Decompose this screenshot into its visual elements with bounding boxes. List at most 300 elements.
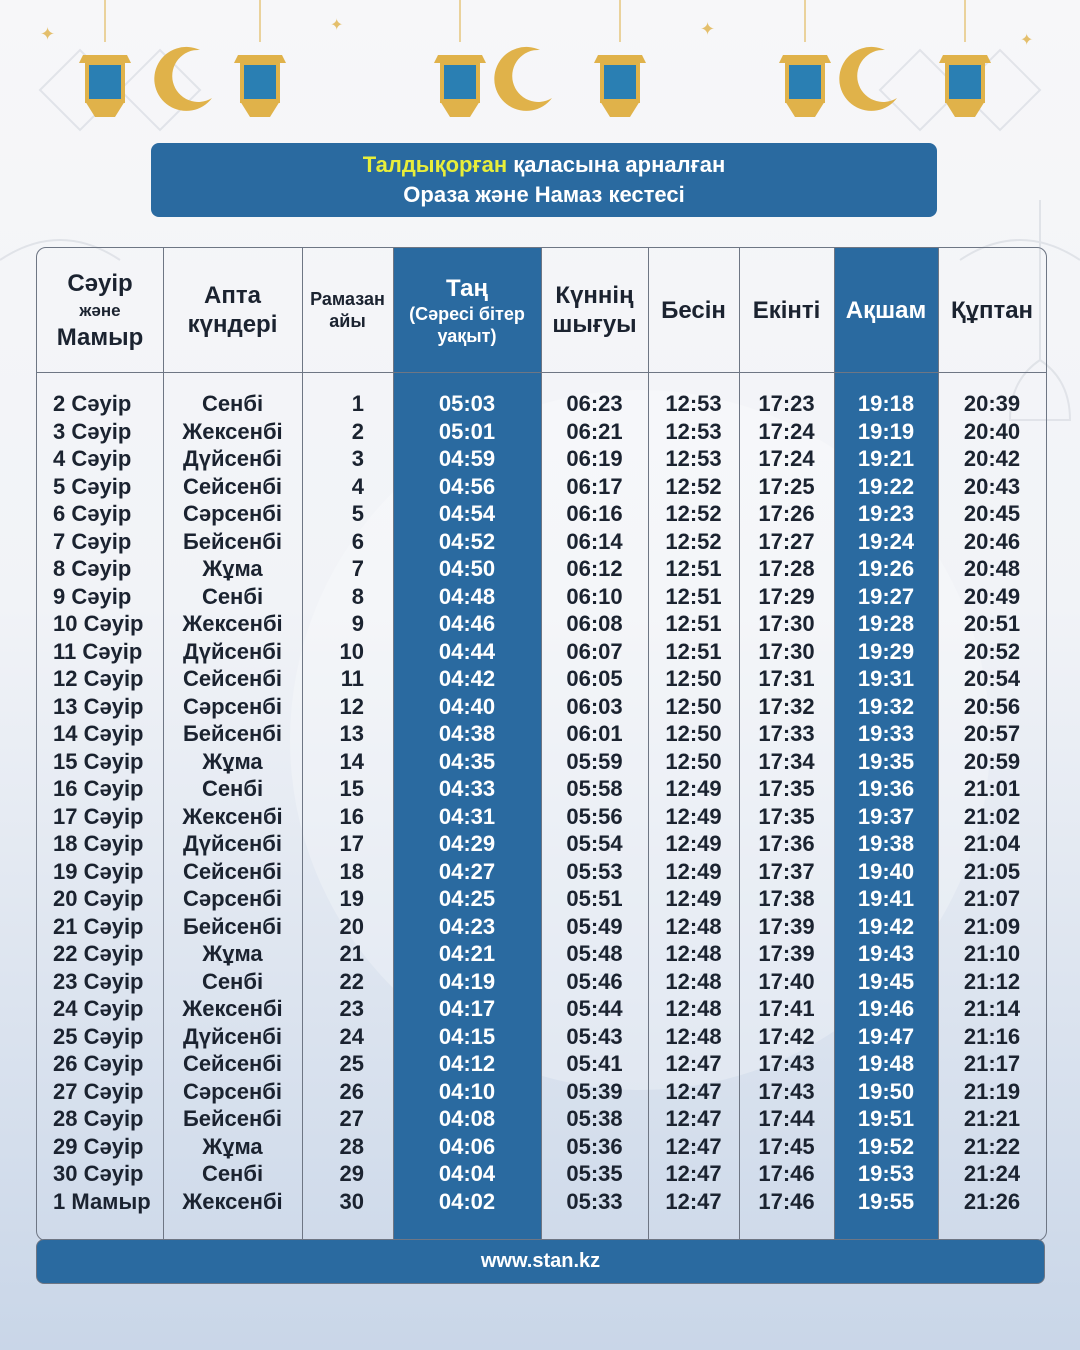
quptan-time-cell: 20:49 <box>963 583 1021 609</box>
ramadan-day-cell: 26 <box>339 1078 364 1104</box>
quptan-time-cell: 21:14 <box>963 996 1021 1021</box>
table-row <box>37 390 1046 418</box>
date-cell: 8 Сәуір <box>53 556 132 581</box>
aqsham-time-cell: 19:32 <box>857 693 915 719</box>
header-quptan: Құптан <box>950 296 1034 324</box>
aqsham-time-cell: 19:19 <box>857 418 915 444</box>
ekinti-time-cell: 17:39 <box>758 913 815 939</box>
sunrise-time-cell: 06:17 <box>566 473 623 499</box>
table-row <box>37 1105 1046 1133</box>
weekday-cell: Сәрсенбі <box>182 1078 283 1104</box>
besin-time-cell: 12:51 <box>665 583 722 609</box>
ekinti-time-cell: 17:39 <box>758 941 815 966</box>
ramadan-ornaments <box>0 0 1080 140</box>
quptan-time-cell: 21:07 <box>963 886 1021 911</box>
prayer-times-table <box>36 247 1047 1241</box>
header-besin: Бесін <box>661 296 726 324</box>
besin-time-cell: 12:51 <box>665 638 722 664</box>
quptan-time-cell: 20:46 <box>963 528 1021 554</box>
tan-time-cell: 04:15 <box>438 1023 496 1049</box>
date-cell: 26 Сәуір <box>53 1051 144 1076</box>
sunrise-time-cell: 06:10 <box>566 583 623 609</box>
quptan-time-cell: 21:04 <box>963 831 1021 856</box>
aqsham-time-cell: 19:52 <box>857 1133 915 1159</box>
quptan-time-cell: 20:40 <box>963 418 1021 444</box>
tan-time-cell: 04:29 <box>438 831 496 856</box>
table-row <box>37 638 1046 666</box>
ekinti-time-cell: 17:35 <box>758 776 815 801</box>
table-row <box>37 610 1046 638</box>
ramadan-day-cell: 15 <box>339 776 364 801</box>
aqsham-time-cell: 19:53 <box>857 1161 915 1186</box>
besin-time-cell: 12:47 <box>665 1188 722 1214</box>
table-row <box>37 473 1046 501</box>
tan-time-cell: 04:25 <box>438 886 496 911</box>
besin-time-cell: 12:50 <box>665 666 722 691</box>
date-cell: 28 Сәуір <box>53 1106 144 1131</box>
besin-time-cell: 12:47 <box>665 1078 722 1104</box>
weekday-cell: Жексенбі <box>182 996 283 1021</box>
tan-time-cell: 04:23 <box>438 913 496 939</box>
ramadan-day-cell: 1 <box>351 391 364 416</box>
weekday-cell: Жұма <box>202 556 263 581</box>
sunrise-time-cell: 05:51 <box>566 886 623 911</box>
schedule-title <box>151 143 937 217</box>
ekinti-time-cell: 17:29 <box>758 583 815 609</box>
tan-time-cell: 04:33 <box>438 776 496 801</box>
sunrise-time-cell: 06:12 <box>566 556 623 581</box>
sunrise-time-cell: 06:07 <box>566 638 623 664</box>
besin-time-cell: 12:49 <box>665 831 722 856</box>
aqsham-time-cell: 19:36 <box>857 776 915 801</box>
ramadan-day-cell: 18 <box>339 858 364 884</box>
header-divider <box>37 372 1046 373</box>
aqsham-time-cell: 19:27 <box>857 583 915 609</box>
ekinti-time-cell: 17:24 <box>758 446 815 471</box>
besin-time-cell: 12:49 <box>665 886 722 911</box>
ekinti-time-cell: 17:23 <box>758 391 815 416</box>
table-row <box>37 1023 1046 1051</box>
sunrise-time-cell: 05:46 <box>566 968 623 994</box>
besin-time-cell: 12:47 <box>665 1051 722 1076</box>
besin-time-cell: 12:50 <box>665 748 722 774</box>
ramadan-day-cell: 10 <box>339 638 364 664</box>
sunrise-time-cell: 05:49 <box>566 913 623 939</box>
weekday-cell: Сенбі <box>201 391 264 416</box>
aqsham-time-cell: 19:35 <box>857 748 915 774</box>
tan-time-cell: 04:10 <box>438 1078 496 1104</box>
besin-time-cell: 12:47 <box>665 1161 722 1186</box>
tan-time-cell: 04:35 <box>438 748 496 774</box>
table-row <box>37 1133 1046 1161</box>
ramadan-day-cell: 6 <box>351 528 364 554</box>
date-cell: 14 Сәуір <box>53 721 144 746</box>
besin-time-cell: 12:48 <box>665 968 722 994</box>
ramadan-day-cell: 9 <box>351 611 364 636</box>
tan-time-cell: 04:52 <box>438 528 496 554</box>
sunrise-time-cell: 05:53 <box>566 858 623 884</box>
quptan-time-cell: 20:52 <box>963 638 1021 664</box>
sunrise-time-cell: 05:39 <box>566 1078 623 1104</box>
quptan-time-cell: 21:21 <box>963 1106 1021 1131</box>
table-row <box>37 528 1046 556</box>
date-cell: 12 Сәуір <box>53 666 144 691</box>
besin-time-cell: 12:50 <box>665 721 722 746</box>
ekinti-time-cell: 17:41 <box>758 996 815 1021</box>
date-cell: 15 Сәуір <box>53 748 144 774</box>
ekinti-time-cell: 17:32 <box>758 693 815 719</box>
sunrise-time-cell: 05:54 <box>566 831 623 856</box>
header-month: Сәуір және Мамыр <box>56 269 144 351</box>
quptan-time-cell: 21:05 <box>963 858 1021 884</box>
svg-text:✦: ✦ <box>1020 30 1034 49</box>
weekday-cell: Жексенбі <box>182 803 283 829</box>
table-row <box>37 418 1046 446</box>
sunrise-time-cell: 06:01 <box>566 721 623 746</box>
besin-time-cell: 12:48 <box>665 913 722 939</box>
date-cell: 5 Сәуір <box>53 473 132 499</box>
ramadan-day-cell: 19 <box>339 886 364 911</box>
ramadan-day-cell: 24 <box>339 1023 364 1049</box>
date-cell: 19 Сәуір <box>53 858 144 884</box>
weekday-cell: Дүйсенбі <box>183 446 282 471</box>
quptan-time-cell: 21:26 <box>963 1188 1021 1214</box>
sunrise-time-cell: 06:23 <box>566 391 623 416</box>
quptan-time-cell: 20:48 <box>963 556 1021 581</box>
date-cell: 30 Сәуір <box>53 1161 144 1186</box>
table-row <box>37 775 1046 803</box>
ekinti-time-cell: 17:40 <box>758 968 815 994</box>
weekday-cell: Бейсенбі <box>182 913 283 939</box>
weekday-cell: Сенбі <box>201 583 264 609</box>
aqsham-time-cell: 19:33 <box>857 721 915 746</box>
ramadan-day-cell: 14 <box>339 748 364 774</box>
sunrise-time-cell: 05:41 <box>566 1051 623 1076</box>
ramadan-day-cell: 23 <box>339 996 364 1021</box>
besin-time-cell: 12:50 <box>665 693 722 719</box>
aqsham-time-cell: 19:37 <box>857 803 915 829</box>
besin-time-cell: 12:51 <box>665 611 722 636</box>
date-cell: 9 Сәуір <box>53 583 132 609</box>
quptan-time-cell: 20:51 <box>963 611 1021 636</box>
date-cell: 1 Мамыр <box>53 1188 151 1214</box>
weekday-cell: Сенбі <box>201 968 264 994</box>
weekday-cell: Бейсенбі <box>182 528 283 554</box>
aqsham-time-cell: 19:45 <box>857 968 915 994</box>
weekday-cell: Сейсенбі <box>182 1051 283 1076</box>
sunrise-time-cell: 05:36 <box>566 1133 623 1159</box>
sunrise-time-cell: 05:44 <box>566 996 623 1021</box>
date-cell: 13 Сәуір <box>53 693 144 719</box>
ramadan-day-cell: 13 <box>339 721 364 746</box>
date-cell: 23 Сәуір <box>53 968 144 994</box>
aqsham-time-cell: 19:43 <box>857 941 915 966</box>
tan-time-cell: 04:04 <box>438 1161 496 1186</box>
quptan-time-cell: 21:17 <box>963 1051 1021 1076</box>
date-cell: 17 Сәуір <box>53 803 144 829</box>
ekinti-time-cell: 17:42 <box>758 1023 815 1049</box>
ramadan-day-cell: 17 <box>339 831 364 856</box>
quptan-time-cell: 20:45 <box>963 501 1021 526</box>
svg-text:✦: ✦ <box>40 24 56 45</box>
ramadan-day-cell: 3 <box>351 446 364 471</box>
weekday-cell: Жұма <box>202 1133 263 1159</box>
aqsham-time-cell: 19:46 <box>857 996 915 1021</box>
tan-time-cell: 04:19 <box>438 968 496 994</box>
ramadan-day-cell: 8 <box>351 583 364 609</box>
date-cell: 27 Сәуір <box>53 1078 144 1104</box>
quptan-time-cell: 21:02 <box>963 803 1021 829</box>
aqsham-time-cell: 19:50 <box>857 1078 915 1104</box>
table-row <box>37 913 1046 941</box>
sunrise-time-cell: 05:35 <box>566 1161 623 1186</box>
ekinti-time-cell: 17:25 <box>758 473 815 499</box>
ramadan-day-cell: 2 <box>351 418 364 444</box>
ekinti-time-cell: 17:44 <box>758 1106 815 1131</box>
table-row <box>37 693 1046 721</box>
ramadan-day-cell: 22 <box>339 968 364 994</box>
sunrise-time-cell: 06:16 <box>566 501 623 526</box>
aqsham-time-cell: 19:26 <box>857 556 915 581</box>
tan-time-cell: 04:38 <box>438 721 496 746</box>
ekinti-time-cell: 17:28 <box>758 556 815 581</box>
table-row <box>37 940 1046 968</box>
sunrise-time-cell: 06:19 <box>566 446 623 471</box>
ramadan-day-cell: 21 <box>339 941 364 966</box>
table-row <box>37 445 1046 473</box>
ramadan-day-cell: 7 <box>351 556 364 581</box>
title-line1-rest: қаласына арналған <box>507 152 726 177</box>
tan-time-cell: 04:48 <box>438 583 496 609</box>
ekinti-time-cell: 17:26 <box>758 501 815 526</box>
weekday-cell: Жексенбі <box>182 418 283 444</box>
aqsham-time-cell: 19:42 <box>857 913 915 939</box>
ekinti-time-cell: 17:35 <box>758 803 815 829</box>
header-weekday: Апта күндері <box>187 282 278 338</box>
tan-time-cell: 04:42 <box>438 666 496 691</box>
besin-time-cell: 12:52 <box>665 501 722 526</box>
besin-time-cell: 12:53 <box>665 391 722 416</box>
table-row <box>37 500 1046 528</box>
table-row <box>37 665 1046 693</box>
ekinti-time-cell: 17:27 <box>758 528 815 554</box>
tan-time-cell: 04:21 <box>438 941 496 966</box>
sunrise-time-cell: 06:21 <box>566 418 623 444</box>
quptan-time-cell: 21:19 <box>963 1078 1021 1104</box>
weekday-cell: Сәрсенбі <box>182 886 283 911</box>
quptan-time-cell: 21:16 <box>963 1023 1021 1049</box>
ekinti-time-cell: 17:37 <box>758 858 815 884</box>
aqsham-time-cell: 19:23 <box>857 501 915 526</box>
date-cell: 2 Сәуір <box>53 391 132 416</box>
date-cell: 18 Сәуір <box>53 831 144 856</box>
ekinti-time-cell: 17:33 <box>758 721 815 746</box>
sunrise-time-cell: 06:08 <box>566 611 623 636</box>
sunrise-time-cell: 06:03 <box>566 693 623 719</box>
weekday-cell: Сейсенбі <box>182 473 283 499</box>
header-ekinti: Екінті <box>752 296 821 324</box>
besin-time-cell: 12:49 <box>665 858 722 884</box>
aqsham-time-cell: 19:28 <box>857 611 915 636</box>
svg-text:✦: ✦ <box>700 19 716 40</box>
tan-time-cell: 04:40 <box>438 693 496 719</box>
quptan-time-cell: 20:43 <box>963 473 1021 499</box>
weekday-cell: Жұма <box>202 748 263 774</box>
ekinti-time-cell: 17:46 <box>758 1188 815 1214</box>
ramadan-day-cell: 11 <box>340 666 364 691</box>
besin-time-cell: 12:49 <box>665 776 722 801</box>
date-cell: 20 Сәуір <box>53 886 144 911</box>
date-cell: 16 Сәуір <box>53 776 144 801</box>
svg-text:✦: ✦ <box>330 15 344 34</box>
sunrise-time-cell: 05:58 <box>566 776 623 801</box>
table-row <box>37 1160 1046 1188</box>
ramadan-day-cell: 5 <box>351 501 364 526</box>
website-link[interactable]: www.stan.kz <box>36 1239 1045 1284</box>
table-row <box>37 720 1046 748</box>
besin-time-cell: 12:47 <box>665 1133 722 1159</box>
date-cell: 6 Сәуір <box>53 501 132 526</box>
tan-time-cell: 04:02 <box>438 1188 496 1214</box>
weekday-cell: Бейсенбі <box>182 1106 283 1131</box>
header-tan: Таң (Сәресі бітер уақыт) <box>409 274 525 346</box>
tan-time-cell: 04:46 <box>438 611 496 636</box>
aqsham-time-cell: 19:48 <box>857 1051 915 1076</box>
date-cell: 22 Сәуір <box>53 941 144 966</box>
ekinti-time-cell: 17:36 <box>758 831 815 856</box>
quptan-time-cell: 21:01 <box>963 776 1021 801</box>
sunrise-time-cell: 05:43 <box>566 1023 623 1049</box>
table-body <box>37 390 1046 1215</box>
quptan-time-cell: 20:59 <box>963 748 1021 774</box>
ekinti-time-cell: 17:31 <box>758 666 815 691</box>
quptan-time-cell: 21:12 <box>963 968 1021 994</box>
table-row <box>37 555 1046 583</box>
tan-time-cell: 04:12 <box>438 1051 496 1076</box>
ekinti-time-cell: 17:30 <box>758 638 815 664</box>
date-cell: 29 Сәуір <box>53 1133 144 1159</box>
sunrise-time-cell: 06:14 <box>566 528 623 554</box>
table-row <box>37 1050 1046 1078</box>
date-cell: 25 Сәуір <box>53 1023 144 1049</box>
tan-time-cell: 04:08 <box>438 1106 496 1131</box>
quptan-time-cell: 21:10 <box>963 941 1021 966</box>
tan-time-cell: 04:59 <box>438 446 496 471</box>
ekinti-time-cell: 17:30 <box>758 611 815 636</box>
tan-time-cell: 04:50 <box>438 556 496 581</box>
tan-time-cell: 04:06 <box>438 1133 496 1159</box>
besin-time-cell: 12:53 <box>665 418 722 444</box>
table-row <box>37 885 1046 913</box>
header-sunrise: Күннің шығуы <box>552 282 637 338</box>
date-cell: 11 Сәуір <box>53 638 143 664</box>
ekinti-time-cell: 17:46 <box>758 1161 815 1186</box>
tan-time-cell: 04:27 <box>438 858 496 884</box>
ramadan-day-cell: 25 <box>339 1051 364 1076</box>
tan-time-cell: 04:44 <box>438 638 496 664</box>
aqsham-time-cell: 19:31 <box>857 666 915 691</box>
sunrise-time-cell: 05:48 <box>566 941 623 966</box>
sunrise-time-cell: 05:38 <box>566 1106 623 1131</box>
tan-time-cell: 05:03 <box>438 391 496 416</box>
aqsham-time-cell: 19:18 <box>857 391 915 416</box>
ekinti-time-cell: 17:43 <box>758 1051 815 1076</box>
table-row <box>37 830 1046 858</box>
besin-time-cell: 12:51 <box>665 556 722 581</box>
table-row <box>37 858 1046 886</box>
header-ramadan: Рамазан айы <box>310 289 385 331</box>
sunrise-time-cell: 05:33 <box>566 1188 623 1214</box>
besin-time-cell: 12:48 <box>665 996 722 1021</box>
tan-time-cell: 05:01 <box>438 418 496 444</box>
date-cell: 24 Сәуір <box>53 996 144 1021</box>
weekday-cell: Дүйсенбі <box>183 831 282 856</box>
quptan-time-cell: 20:39 <box>963 391 1021 416</box>
weekday-cell: Сенбі <box>201 1161 264 1186</box>
date-cell: 3 Сәуір <box>53 418 132 444</box>
ramadan-day-cell: 16 <box>339 803 364 829</box>
ramadan-day-cell: 27 <box>339 1106 364 1131</box>
quptan-time-cell: 21:24 <box>963 1161 1021 1186</box>
quptan-time-cell: 20:56 <box>963 693 1021 719</box>
tan-time-cell: 04:31 <box>438 803 496 829</box>
weekday-cell: Сәрсенбі <box>182 501 283 526</box>
aqsham-time-cell: 19:55 <box>857 1188 915 1214</box>
ramadan-day-cell: 30 <box>339 1188 364 1214</box>
weekday-cell: Дүйсенбі <box>183 1023 282 1049</box>
ekinti-time-cell: 17:38 <box>758 886 815 911</box>
weekday-cell: Жексенбі <box>182 611 283 636</box>
weekday-cell: Дүйсенбі <box>183 638 282 664</box>
table-row <box>37 1188 1046 1216</box>
besin-time-cell: 12:53 <box>665 446 722 471</box>
title-city: Талдықорған <box>362 152 508 177</box>
aqsham-time-cell: 19:40 <box>857 858 915 884</box>
aqsham-time-cell: 19:24 <box>857 528 915 554</box>
ramadan-day-cell: 4 <box>351 473 364 499</box>
date-cell: 21 Сәуір <box>53 913 144 939</box>
date-cell: 7 Сәуір <box>53 528 132 554</box>
date-cell: 10 Сәуір <box>53 611 144 636</box>
weekday-cell: Сәрсенбі <box>182 693 283 719</box>
weekday-cell: Бейсенбі <box>182 721 283 746</box>
ekinti-time-cell: 17:34 <box>758 748 815 774</box>
weekday-cell: Сенбі <box>201 776 264 801</box>
ramadan-day-cell: 20 <box>339 913 364 939</box>
weekday-cell: Жұма <box>202 941 263 966</box>
table-row <box>37 1078 1046 1106</box>
quptan-time-cell: 21:22 <box>963 1133 1021 1159</box>
sunrise-time-cell: 05:56 <box>566 803 623 829</box>
weekday-cell: Сейсенбі <box>182 858 283 884</box>
ekinti-time-cell: 17:43 <box>758 1078 815 1104</box>
tan-time-cell: 04:56 <box>438 473 496 499</box>
date-cell: 4 Сәуір <box>53 446 132 471</box>
quptan-time-cell: 20:54 <box>963 666 1021 691</box>
table-row <box>37 803 1046 831</box>
aqsham-time-cell: 19:29 <box>857 638 915 664</box>
besin-time-cell: 12:49 <box>665 803 722 829</box>
aqsham-time-cell: 19:47 <box>857 1023 915 1049</box>
besin-time-cell: 12:47 <box>665 1106 722 1131</box>
quptan-time-cell: 20:42 <box>963 446 1021 471</box>
ramadan-day-cell: 28 <box>339 1133 364 1159</box>
sunrise-time-cell: 05:59 <box>566 748 623 774</box>
quptan-time-cell: 21:09 <box>963 913 1021 939</box>
tan-time-cell: 04:54 <box>438 501 496 526</box>
tan-time-cell: 04:17 <box>438 996 496 1021</box>
title-line2: Ораза және Намаз кестесі <box>403 182 685 207</box>
